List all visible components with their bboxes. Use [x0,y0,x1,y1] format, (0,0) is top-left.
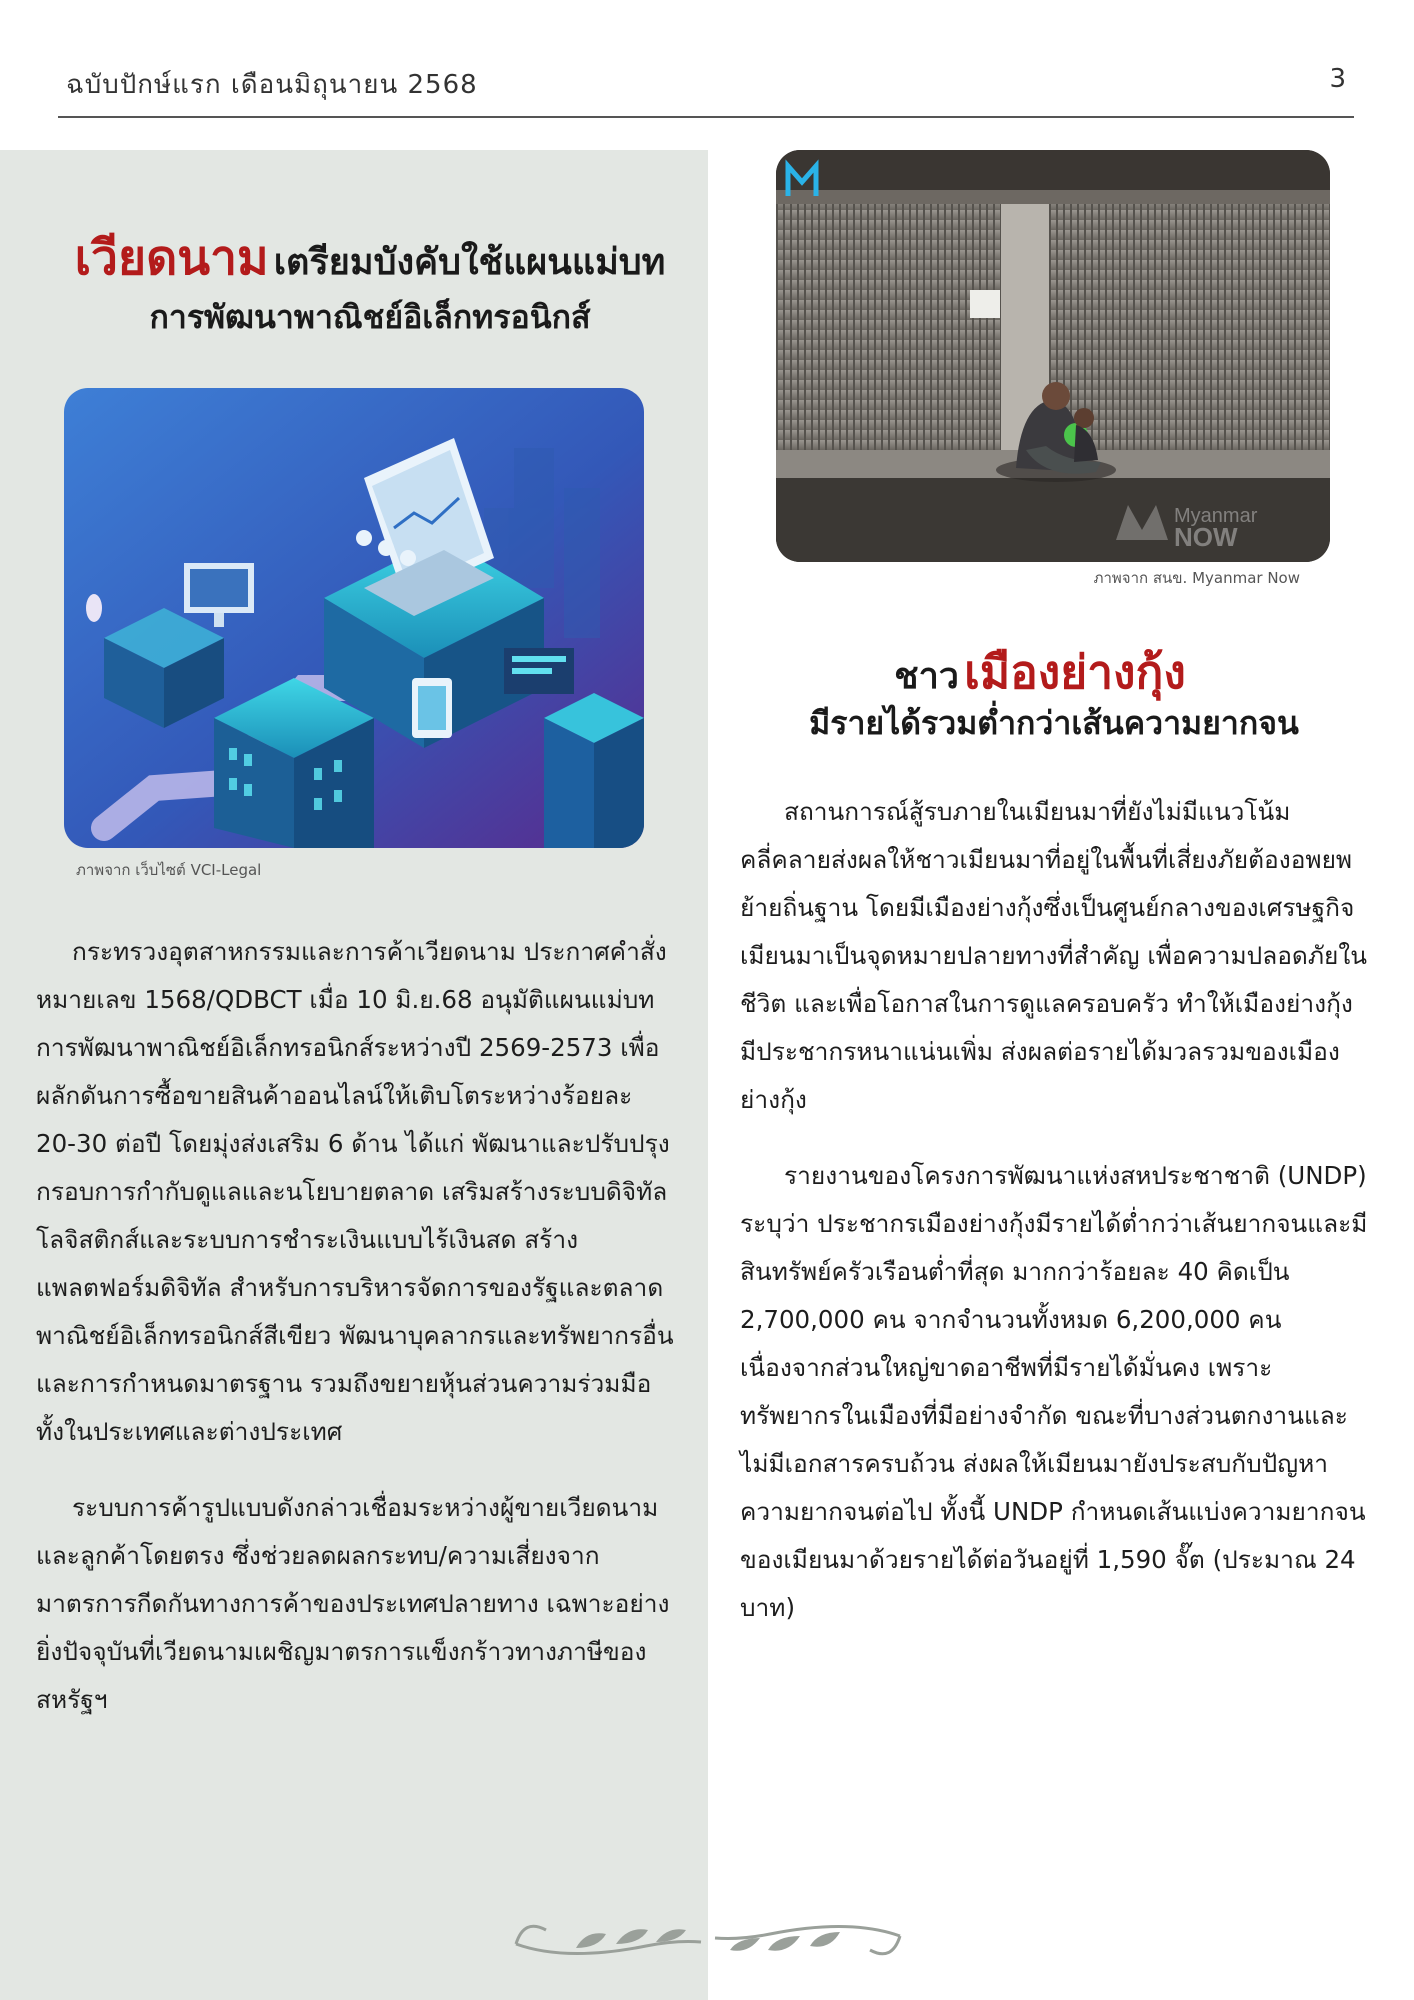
left-headline-line2: การพัฒนาพาณิชย์อิเล็กทรอนิกส์ [149,298,591,336]
right-paragraph: รายงานของโครงการพัฒนาแห่งสหประชาชาติ (UNDP) ระบุว่า ประชากรเมืองย่างกุ้งมีรายได้ต่ำกว่าเส้นยากจนและมีสินทรัพย์ครัวเรือนต่ำที่สุด มากกว่าร้อยละ 40 คิดเป็น 2,700,000 คน จากจำนวนทั้งหมด 6,200,000 คน เนื่องจากส่วนใหญ่ขาดอาชีพที่มีรายได้มั่นคง เพราะทรัพยากรในเมืองที่มีอย่างจำกัด ขณะที่บางส่วนตกงานและไม่มีเอกสารครบถ้วน ส่งผลให้เมียนมายังประสบกับปัญหาความยากจนต่อไป ทั้งนี้ UNDP กำหนดเส้นแบ่งความยากจนของเมียนมาด้วยรายได้ต่อวันอยู่ที่ 1,590 จั๊ต (ประมาณ 24 บาท) [740,1161,1368,1622]
left-paragraph: กระทรวงอุตสาหกรรมและการค้าเวียดนาม ประกาศคำสั่งหมายเลข 1568/QDBCT เมื่อ 10 มิ.ย.68 อนุมัติแผนแม่บทการพัฒนาพาณิชย์อิเล็กทรอนิกส์ระหว่างปี 2569-2573 เพื่อผลักดันการซื้อขายสินค้าออนไลน์ให้เติบโตระหว่างร้อยละ 20-30 ต่อปี โดยมุ่งส่งเสริม 6 ด้าน ได้แก่ พัฒนาและปรับปรุงกรอบการกำกับดูแลและนโยบายตลาด เสริมสร้างระบบดิจิทัล โลจิสติกส์และระบบการชำระเงินแบบไร้เงินสด สร้างแพลตฟอร์มดิจิทัล สำหรับการบริหารจัดการของรัฐและตลาดพาณิชย์อิเล็กทรอนิกส์สีเขียว พัฒนาบุคลากรและทรัพยากรอื่น และการกำหนดมาตรฐาน รวมถึงขยายหุ้นส่วนความร่วมมือทั้งในประเทศและต่างประเทศ [36,937,674,1446]
left-paragraph: ระบบการค้ารูปแบบดังกล่าวเชื่อมระหว่างผู้ขายเวียดนามและลูกค้าโดยตรง ซึ่งช่วยลดผลกระทบ/ความเสี่ยงจากมาตรการกีดกันทางการค้าของประเทศปลายทาง เฉพาะอย่างยิ่งปัจจุบันที่เวียดนามเผชิญมาตรการแข็งกร้าวทางภาษีของสหรัฐฯ [36,1493,670,1714]
left-headline-highlight: เวียดนาม [74,230,269,286]
right-paragraph: สถานการณ์สู้รบภายในเมียนมาที่ยังไม่มีแนวโน้มคลี่คลายส่งผลให้ชาวเมียนมาที่อยู่ในพื้นที่เสี่ยงภัยต้องอพยพย้ายถิ่นฐาน โดยมีเมืองย่างกุ้งซึ่งเป็นศูนย์กลางของเศรษฐกิจเมียนมาเป็นจุดหมายปลายทางที่สำคัญ เพื่อความปลอดภัยในชีวิต และเพื่อโอกาสในการดูแลครอบครัว ทำให้เมืองย่างกุ้งมีประชากรหนาแน่นเพิ่ม ส่งผลต่อรายได้มวลรวมของเมืองย่างกุ้ง [740,797,1368,1114]
left-headline-rest: เตรียมบังคับใช้แผนแม่บท [273,242,666,283]
page-header [58,64,1354,118]
leaf-ornament-icon [506,1912,910,1968]
left-image-caption: ภาพจาก เว็บไซต์ VCI-Legal [76,861,262,879]
right-image-caption: ภาพจาก สนข. Myanmar Now [1093,569,1300,587]
page-number: 3 [1329,64,1346,94]
ecommerce-illustration [64,388,644,848]
right-headline-highlight: เมืองย่างกุ้ง [964,645,1186,699]
issue-title: ฉบับปักษ์แรก เดือนมิถุนายน 2568 [66,70,478,100]
left-headline [30,220,710,296]
right-headline-line2: มีรายได้รวมต่ำกว่าเส้นความยากจน [809,704,1299,742]
watermark-text-1: Myanmar [1174,505,1258,527]
right-headline-prefix: ชาว [894,656,960,697]
watermark-text-2: NOW [1174,522,1238,552]
street-photo [776,150,1330,562]
left-article-body [36,928,676,1752]
right-article-body [740,788,1368,1660]
